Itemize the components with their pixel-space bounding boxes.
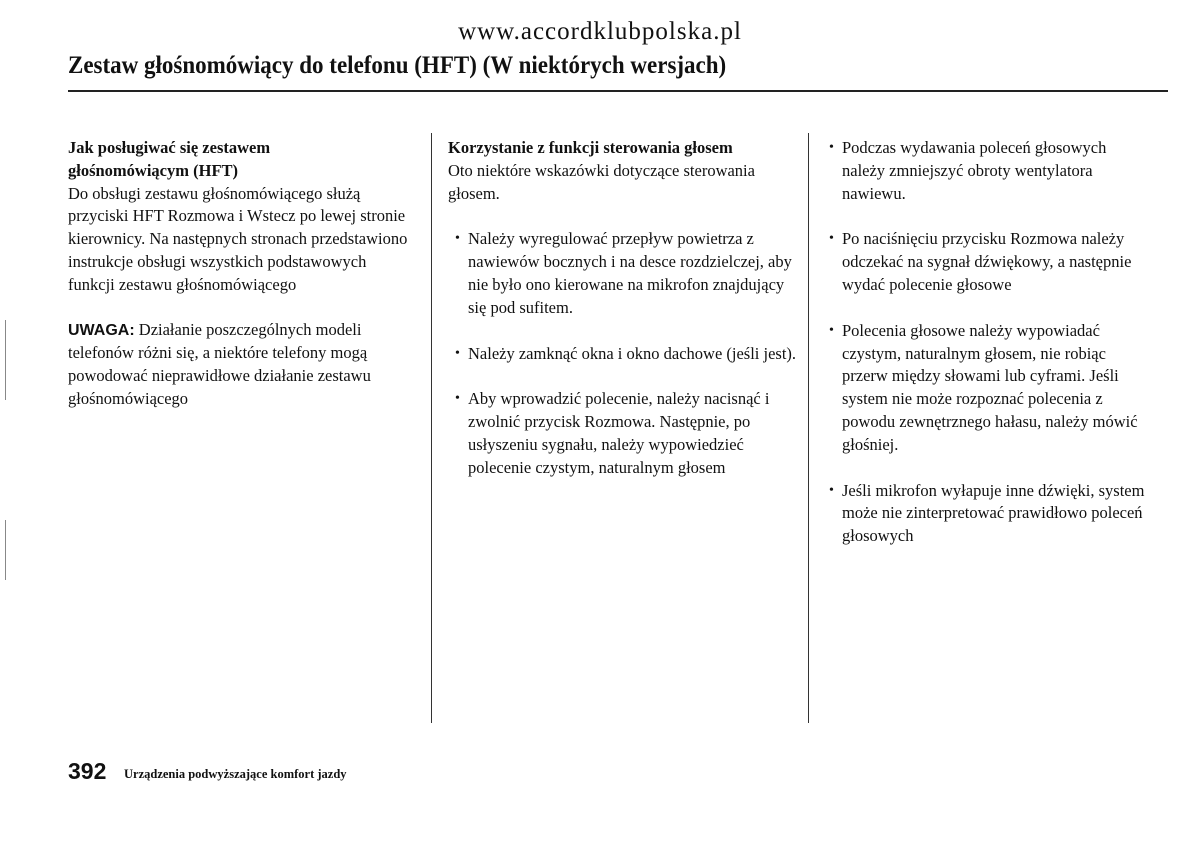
- voice-tips-list: [448, 228, 798, 479]
- bullet-icon: •: [829, 322, 834, 338]
- voice-tips-list-continued: [829, 137, 1149, 548]
- bullet-icon: •: [829, 482, 834, 498]
- list-item: [829, 320, 1149, 457]
- list-item: [455, 388, 798, 479]
- page-number: 392: [68, 758, 107, 784]
- note-text: Działanie poszczególnych modeli telefonów różni się, a niektóre telefony mogą powodować nieprawidłowe działanie zestawu głośnomówiącego: [68, 319, 371, 408]
- column-voice-control: [448, 137, 798, 503]
- column-divider-2: [808, 133, 809, 723]
- list-item: [455, 228, 798, 319]
- list-item-text: Po naciśnięciu przycisku Rozmowa należy odczekać na sygnał dźwiękowy, a następnie wydać polecenie głosowe: [842, 229, 1132, 294]
- column-voice-tips-continued: [829, 137, 1149, 571]
- bullet-icon: •: [455, 345, 460, 361]
- note-label: UWAGA:: [68, 321, 135, 339]
- hft-usage-heading-line1: Jak posługiwać się zestawem: [68, 138, 271, 157]
- list-item-text: Jeśli mikrofon wyłapuje inne dźwięki, system może nie zinterpretować prawidłowo poleceń głosowych: [842, 480, 1145, 546]
- site-url: www.accordklubpolska.pl: [458, 18, 742, 45]
- bullet-icon: •: [829, 231, 834, 247]
- list-item-text: Aby wprowadzić polecenie, należy nacisnąć i zwolnić przycisk Rozmowa. Następnie, po usłyszeniu sygnału, należy wypowiedzieć polecenie czystym, naturalnym głosem: [468, 389, 770, 477]
- scan-margin-mark: [5, 320, 6, 400]
- list-item-text: Podczas wydawania poleceń głosowych należy zmniejszyć obroty wentylatora nawiewu.: [842, 138, 1107, 203]
- hft-usage-body: Do obsługi zestawu głośnomówiącego służą przyciski HFT Rozmowa i Wstecz po lewej stronie kierownicy. Na następnych stronach przedstawiono instrukcje obsługi wszystkich podstawowych funkcji zestawu głośnomówiącego: [68, 183, 408, 294]
- list-item: [455, 343, 798, 366]
- list-item: [829, 228, 1149, 296]
- footer-section-title: Urządzenia podwyższające komfort jazdy: [124, 767, 347, 781]
- bullet-icon: •: [455, 391, 460, 407]
- bullet-icon: •: [455, 231, 460, 247]
- hft-usage-heading: [68, 137, 413, 183]
- voice-control-heading: Korzystanie z funkcji sterowania głosem: [448, 138, 733, 157]
- list-item-text: Należy wyregulować przepływ powietrza z nawiewów bocznych i na desce rozdzielczej, aby nie było ono kierowane na mikrofon znajdujący się pod sufitem.: [468, 229, 792, 317]
- voice-control-intro: Oto niektóre wskazówki dotyczące sterowania głosem.: [448, 160, 755, 203]
- hft-usage-heading-line2: głośnomówiącym (HFT): [68, 160, 239, 180]
- bullet-icon: •: [829, 140, 834, 155]
- list-item-text: Polecenia głosowe należy wypowiadać czystym, naturalnym głosem, nie robiąc przerw między słowami lub cyframi. Jeśli system nie może rozpoznać polecenia z powodu zewnętrznego hałasu, należy mówić głośniej.: [842, 320, 1138, 454]
- title-rule: [68, 90, 1168, 92]
- note-paragraph: [68, 319, 413, 411]
- list-item: [829, 137, 1149, 205]
- list-item-text: Należy zamknąć okna i okno dachowe (jeśli jest).: [468, 343, 797, 363]
- page-title: Zestaw głośnomówiący do telefonu (HFT) (W niektórych wersjach): [68, 52, 727, 79]
- scan-margin-mark: [5, 520, 6, 580]
- column-hft-usage: [68, 137, 413, 411]
- list-item: [829, 480, 1149, 548]
- column-divider-1: [431, 133, 432, 723]
